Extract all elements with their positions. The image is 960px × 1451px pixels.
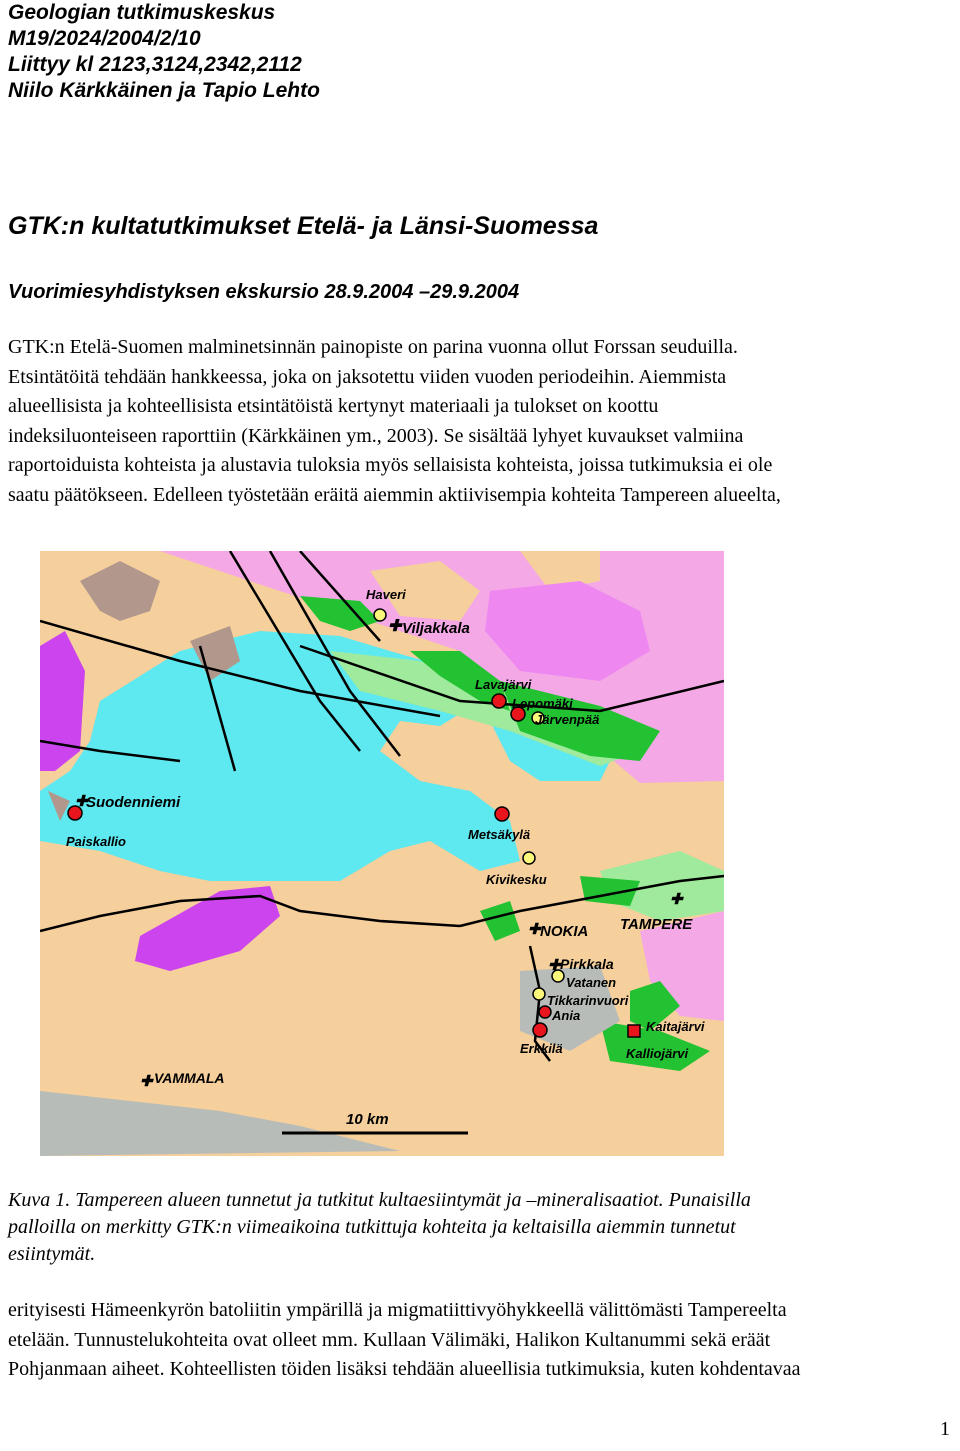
town-cross-nokia: ✚ — [528, 921, 541, 938]
paragraph-line: indeksiluonteiseen raporttiin (Kärkkäinen ym., 2003). Se sisältää lyhyet kuvaukset valmiina — [8, 424, 744, 447]
paragraph-line: etelään. Tunnustelukohteita ovat olleet mm. Kullaan Välimäki, Halikon Kultanummi sekä eräät — [8, 1328, 771, 1351]
paragraph-line: erityisesti Hämeenkyrön batoliitin ympärillä ja migmatiittivyöhykkeellä välittömästi Tampereelta — [8, 1299, 787, 1321]
header-org: Geologian tutkimuskeskus — [8, 1, 276, 24]
label-kivikesku: Kivikesku — [486, 872, 547, 887]
label-haveri: Haveri — [366, 587, 406, 602]
caption-line: palloilla on merkitty GTK:n viimeaikoina tutkittuja kohteita ja keltaisilla aiemmin tunnetut — [8, 1216, 736, 1238]
document-title: GTK:n kultatutkimukset Etelä- ja Länsi-Suomessa — [8, 212, 599, 240]
site-metsakyla-marker — [495, 807, 509, 821]
site-erkkila-marker — [533, 1023, 547, 1037]
document-subtitle: Vuorimiesyhdistyksen ekskursio 28.9.2004 –29.9.2004 — [8, 281, 520, 303]
header-report-id: M19/2024/2004/2/10 — [8, 27, 201, 50]
site-kivikesku-marker — [523, 852, 535, 864]
paragraph-line: Etsintätöitä tehdään hankkeessa, joka on jaksotettu viiden vuoden periodeihin. Aiemmista — [8, 365, 727, 388]
label-metsakyla: Metsäkylä — [468, 827, 531, 842]
figure-caption — [8, 1187, 952, 1268]
label-kaitajarvi: Kaitajärvi — [646, 1019, 705, 1034]
label-kalliojarvi: Kalliojärvi — [626, 1046, 689, 1061]
town-cross-suodenniemi: ✚ — [75, 793, 88, 810]
label-tampere: TAMPERE — [620, 916, 693, 933]
site-lavajarvi-marker — [492, 694, 506, 708]
label-vatanen: Vatanen — [566, 975, 617, 990]
town-cross-vammala: ✚ — [140, 1073, 153, 1090]
paragraph-line: GTK:n Etelä-Suomen malminetsinnän painopiste on parina vuonna ollut Forssan seuduilla. — [8, 336, 738, 358]
label-tikkarinvuori: Tikkarinvuori — [547, 993, 629, 1008]
paragraph-line: Pohjanmaan aiheet. Kohteellisten töiden lisäksi tehdään alueellisia tutkimuksia, kuten kohdentavaa — [8, 1358, 801, 1380]
label-viljakkala: Viljakkala — [402, 620, 470, 637]
caption-line: Kuva 1. Tampereen alueen tunnetut ja tutkitut kultaesiintymät ja –mineralisaatiot. Punaisilla — [8, 1189, 751, 1211]
label-suodenniemi: Suodenniemi — [86, 794, 181, 811]
label-lepomaki: Lepomäki — [512, 696, 573, 711]
town-cross-pirkkala: ✚ — [548, 957, 561, 974]
paragraph-line: alueellisista ja kohteellisista etsintätöistä kertynyt materiaali ja tulokset on koottu — [8, 395, 659, 417]
label-nokia: NOKIA — [540, 923, 589, 940]
label-pirkkala: Pirkkala — [560, 956, 614, 972]
town-cross-tampere: ✚ — [670, 891, 683, 908]
label-jarvenpaa: Järvenpää — [535, 712, 600, 727]
caption-line: esiintymät. — [8, 1243, 96, 1265]
label-erkkila: Erkkilä — [520, 1041, 563, 1056]
paragraph-2 — [8, 1296, 952, 1385]
paragraph-1 — [8, 333, 952, 510]
header-related: Liittyy kl 2123,3124,2342,2112 — [8, 53, 302, 76]
town-cross-viljakkala: ✚ — [388, 618, 402, 635]
paragraph-line: raportoiduista kohteista ja alustavia tuloksia myös sellaisista kohteista, joissa tutkimuksia ei ole — [8, 454, 773, 476]
site-tikkarinvuori-marker — [533, 988, 545, 1000]
site-haveri-marker — [374, 609, 386, 621]
label-vammala: VAMMALA — [154, 1070, 225, 1086]
page-number: 1 — [940, 1418, 950, 1440]
label-ania: Ania — [552, 1008, 581, 1023]
header-authors: Niilo Kärkkäinen ja Tapio Lehto — [8, 79, 320, 102]
site-kaitajarvi-marker — [628, 1025, 640, 1037]
paragraph-line: saatu päätökseen. Edelleen työstetään eräitä aiemmin aktiivisempia kohteita Tampereen alueelta, — [8, 483, 781, 506]
scale-label: 10 km — [346, 1111, 389, 1128]
label-lavajarvi: Lavajärvi — [475, 677, 532, 692]
geological-map — [40, 551, 724, 1156]
label-paiskallio: Paiskallio — [66, 834, 126, 849]
